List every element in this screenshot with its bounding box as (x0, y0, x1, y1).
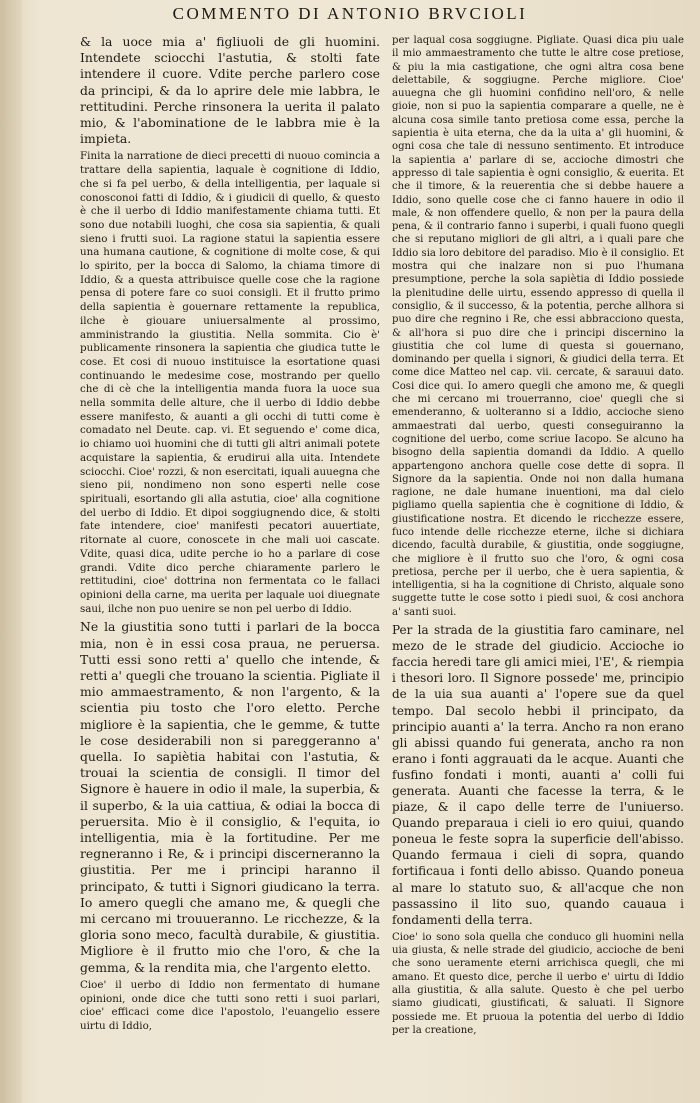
right-verse-1: Per la strada de la giustitia faro caminare, nel mezo de le strade del giudicio. Accioche io faccia heredi tare gli amici miei, l'E', & riempia i thesori loro. Il Signore possede' me, principio de la uia sua auanti a' l'opere sue da quel tempo. Dal secolo hebbi il principato, da principio auanti a' la terra. Ancho ra non erano gli abissi quando fui generata, ancho ra non erano i fonti aggrauati da le acque. Auanti che fusfino fondati i monti, auanti a' colli fui generata. Auanti che facesse la terra, & le piaze, & il capo delle terre de l'uniuerso. Quando preparaua i cieli io ero quiui, quando poneua le feste sopra la superficie dell'abisso. Quando fermaua i cieli di sopra, quando fortificaua i fonti dello abisso. Quando poneua al mare lo statuto suo, & all'acque che non passassino il lito suo, quando cauaua i fondamenti della terra. (392, 623, 684, 927)
left-verse-1: & la uoce mia a' figliuoli de gli huomini. Intendete sciocchi l'astutia, & stolti fate intendere il cuore. Vdite perche parlero cose da principi, & da lo aprire dele mie labbra, le rettitudini. Perche rinsonera la uerita il palato mio, & l'abominatione de le labbra mie è la impieta. (80, 34, 380, 147)
right-column (392, 34, 684, 1037)
left-commentary-2: Cioe' il uerbo di Iddio non fermentato di humane opinioni, onde dice che tutti sono retti i suoi parlari, cioe' efficaci come dice l'apostolo, l'euangelio essere uirtu di Iddio, (80, 978, 380, 1032)
page-gutter-shadow (0, 0, 22, 1103)
right-commentary-2: Cioe' io sono sola quella che conduco gli huomini nella uia giusta, & nelle strade del giudicio, accioche de beni che sono ueramente eterni arrichisca quegli, che mi amano. Et questo dice, perche il uerbo e' uirtu di Iddio alla giustitia, & alla salute. Questo è che pel uerbo siamo giudicati, giustificati, & saluati. Il Signore possiede me. Et pruoua la potentia del uerbo di Iddio per la creatione, (392, 931, 684, 1036)
right-commentary-1: per laqual cosa soggiugne. Pigliate. Quasi dica piu uale il mio ammaestramento che tutte le altre cose pretiose, & piu la mia castigatione, che ogni altra cosa bene delettabile, & soggiugne. Perche migliore. Cioe' auuegna che gli huomini confidino nell'oro, & nelle gioie, non si puo la sapientia comparare a quelle, ne è alcuna cosa simile tanto pretiosa come essa, perche la sapientia è uita eterna, che da la uita a' gli huomini, & ogni cosa che tale di nessuno sentimento. Et introduce la sapientia a' parlare di se, accioche dimostri che appresso di tale sapientia è ogni consiglio, & euerita. Et che il timore, & la reuerentia che si debbe hauere a Iddio, sono quelle cose che ci fanno hauere in odio il male, & non offendere quello, & non per la paura della pena, & il contrario fanno i superbi, i quali fuono quegli che si reputano migliori de gli altri, a i quali pare che Iddio sia loro debitore del paradiso. Mio è il consiglio. Et mostra qui che inalzare non si puo l'humana presumptione, perche la sola sapiètia di Iddio possiede la plenitudine delle uirtu, essendo appresso di quella il consiglio, & il successo, & la potentia, perche allhora si puo dire che regnino i Re, che essi abbracciono questa, & all'hora si puo dire che i principi discernino la giustitia che col lume di questa si gouernano, dominando per quella i signori, & giudici della terra. Et come dice Matteo nel cap. vii. cercate, & sarauui dato. Cosi dice qui. Io amero quegli che amono me, & quegli che mi cercano mi trouerranno, cioe' quegli che si emenderanno, & uolteranno si a Iddio, accioche sieno ammaestrati dal uerbo, questi conseguiranno la cognitione del uerbo, come scriue Iacopo. Se alcuno ha bisogno della sapientia domandi da Iddio. A quello appartengono anchora quelle cose dette di sopra. Il Signore da la sapientia. Onde noi non dalla humana ragione, ne dale humane inuentioni, ma dal cielo pigliamo quella sapientia che è cognitione di Iddio, & giustificatione nostra. Et dicendo le ricchezze essere, fuco intende delle ricchezze eterne, ilche si dichiara dicendo, facultà durabile, & giustitia, onde soggiugne, che migliore è il frutto suo che l'oro, & ogni cosa pretiosa, perche per il uerbo, che è uera sapientia, & intelligentia, si ha la cognitione di Christo, alquale sono suggette tutte le cose sotto i piedi suoi, & cosi anchora a' santi suoi. (392, 35, 684, 618)
running-head: COMMENTO DI ANTONIO BRVCIOLI (172, 4, 528, 23)
left-column (80, 34, 380, 1034)
left-commentary-1: Finita la narratione de dieci precetti di nuouo comincia a trattare della sapientia, laquale è cognitione di Iddio, che si fa pel uerbo, & della intelligentia, per laquale si conosconoi fatti di Iddio, & i giudicii di quello, & questo è che il uerbo di Iddio manifestamente chiama tutti. Et sono due notabili luoghi, che cosa sia sapientia, & quali sieno i frutti suoi. La ragione statui la sapientia essere una humana cautione, & cognitione di molte cose, & qui lo spirito, per la bocca di Salomo, la chiama timore di Iddio, & a questa attribuisce quelle cose che la ragione pensa di potere fare co suoi consigli. Et il frutto primo della sapientia è gouernare rettamente la republica, ilche è giouare uniuersalmente al prossimo, amministrando la giustitia. Nella sommita. Cio è' publicamente rinsonera la sapientia che giudica tutte le cose. Et cosi di nuouo instituisce la esortatione quasi continuando le medesime cose, mostrando per quello che di cè che la intelligentia manda fuora la uoce sua nella sommita delle alture, che il uerbo di Iddio debbe essere manifesto, & auanti a gli occhi di tutti come è comadato nel Deute. cap. vi. Et seguendo e' come dica, io chiamo uoi huomini che di tutti gli altri animali potete acquistare la sapientia, & erudirui alla uita. Intendete sciocchi. Cioe' rozzi, & non esercitati, iquali auuegna che sieno pii, nondimeno non sono esperti nelle cose spirituali, esortando gli alla astutia, cioe' alla cognitione del uerbo di Iddio. Et dipoi soggiugnendo dice, & stolti fate intendere, cioe' manifesti pecatori auuertiate, ritornate al cuore, conoscete in che mali uoi cascate. Vdite, quasi dica, udite perche io ho a parlare di cose grandi. Vdite dico perche chiaramente parlero le rettitudini, cioe' dottrina non fermentata co le fallaci opinioni della carne, ma uerita per laquale uoi diuegnate saui, ilche non puo uenire se non pel uerbo di Iddio. (80, 150, 380, 615)
left-verse-2: Ne la giustitia sono tutti i parlari de la bocca mia, non è in essi cosa praua, ne peruersa. Tutti essi sono retti a' quello che intende, & retti a' quegli che trouano la scientia. Pigliate il mio ammaestramento, & non l'argento, & la scientia piu tosto che l'oro eletto. Perche migliore è la sapientia, che le gemme, & tutte le cose desiderabili non si pareggeranno a' quella. Io sapiètia habitai con l'astutia, & trouai la scientia de consigli. Il timor del Signore è hauere in odio il male, la superbia, & il superbo, & la uia cattiua, & odiai la bocca di peruersita. Mio è il consiglio, & l'equita, io intelligentia, mia è la fortitudine. Per me regneranno i Re, & i principi discerneranno la giustitia. Per me i principi haranno il principato, & tutti i Signori giudicano la terra. Io amero quegli che amano me, & quegli che mi cercano mi trouueranno. Le ricchezze, & la gloria sono meco, facultà durabile, & giustitia. Migliore è il frutto mio che l'oro, & che la gemma, & la rendita mia, che l'argento eletto. (80, 619, 380, 975)
